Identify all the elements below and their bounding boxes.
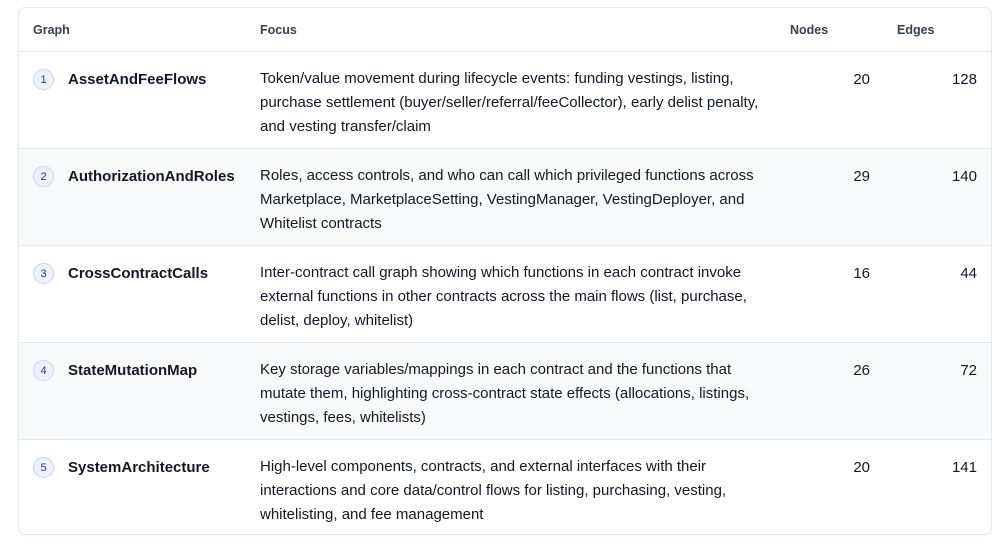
row-index-badge: 1 bbox=[33, 69, 54, 90]
table-row[interactable] bbox=[19, 343, 991, 440]
graph-nodes: 20 bbox=[853, 459, 870, 476]
graph-name: AssetAndFeeFlows bbox=[68, 71, 207, 88]
table-row[interactable] bbox=[19, 440, 991, 535]
graph-name: StateMutationMap bbox=[68, 362, 198, 379]
graph-edges: 141 bbox=[951, 459, 977, 476]
graph-focus: Token/value movement during lifecycle events: funding vestings, listing, purchase settlement (buyer/seller/referral/feeCollector), early delist penalty, and vesting transfer/claim bbox=[260, 70, 759, 135]
graph-focus: Roles, access controls, and who can call which privileged functions across Marketplace, MarketplaceSetting, VestingManager, VestingDeployer, and Whitelist contracts bbox=[260, 167, 754, 232]
row-index-badge: 5 bbox=[33, 457, 54, 478]
table-header bbox=[19, 8, 991, 52]
header-graph: Graph bbox=[33, 23, 70, 37]
header-nodes: Nodes bbox=[790, 23, 829, 37]
row-index-badge: 4 bbox=[33, 360, 54, 381]
graph-nodes: 20 bbox=[853, 71, 870, 88]
table-row[interactable] bbox=[19, 246, 991, 343]
row-index-badge: 2 bbox=[33, 166, 54, 187]
graph-focus: Key storage variables/mappings in each contract and the functions that mutate them, highlighting cross-contract state effects (allocations, listings, vestings, fees, whitelists) bbox=[260, 361, 750, 426]
graph-edges: 44 bbox=[960, 265, 977, 282]
graph-focus: Inter-contract call graph showing which functions in each contract invoke external functions in other contracts across the main flows (list, purchase, delist, deploy, whitelist) bbox=[260, 264, 747, 329]
graph-edges: 72 bbox=[960, 362, 977, 379]
graph-name: AuthorizationAndRoles bbox=[68, 168, 235, 185]
row-index-badge: 3 bbox=[33, 263, 54, 284]
graph-nodes: 16 bbox=[853, 265, 870, 282]
header-focus: Focus bbox=[260, 23, 297, 37]
graphs-table bbox=[18, 7, 992, 535]
graph-name: CrossContractCalls bbox=[68, 265, 209, 282]
graph-edges: 128 bbox=[951, 71, 977, 88]
graph-focus: High-level components, contracts, and external interfaces with their interactions and core data/control flows for listing, purchasing, vesting, whitelisting, and fee management bbox=[260, 458, 727, 523]
header-edges: Edges bbox=[897, 23, 935, 37]
graph-nodes: 26 bbox=[853, 362, 870, 379]
graph-name: SystemArchitecture bbox=[68, 459, 210, 476]
table-row[interactable] bbox=[19, 149, 991, 246]
graph-edges: 140 bbox=[951, 168, 977, 185]
table-row[interactable] bbox=[19, 52, 991, 149]
graph-nodes: 29 bbox=[853, 168, 870, 185]
